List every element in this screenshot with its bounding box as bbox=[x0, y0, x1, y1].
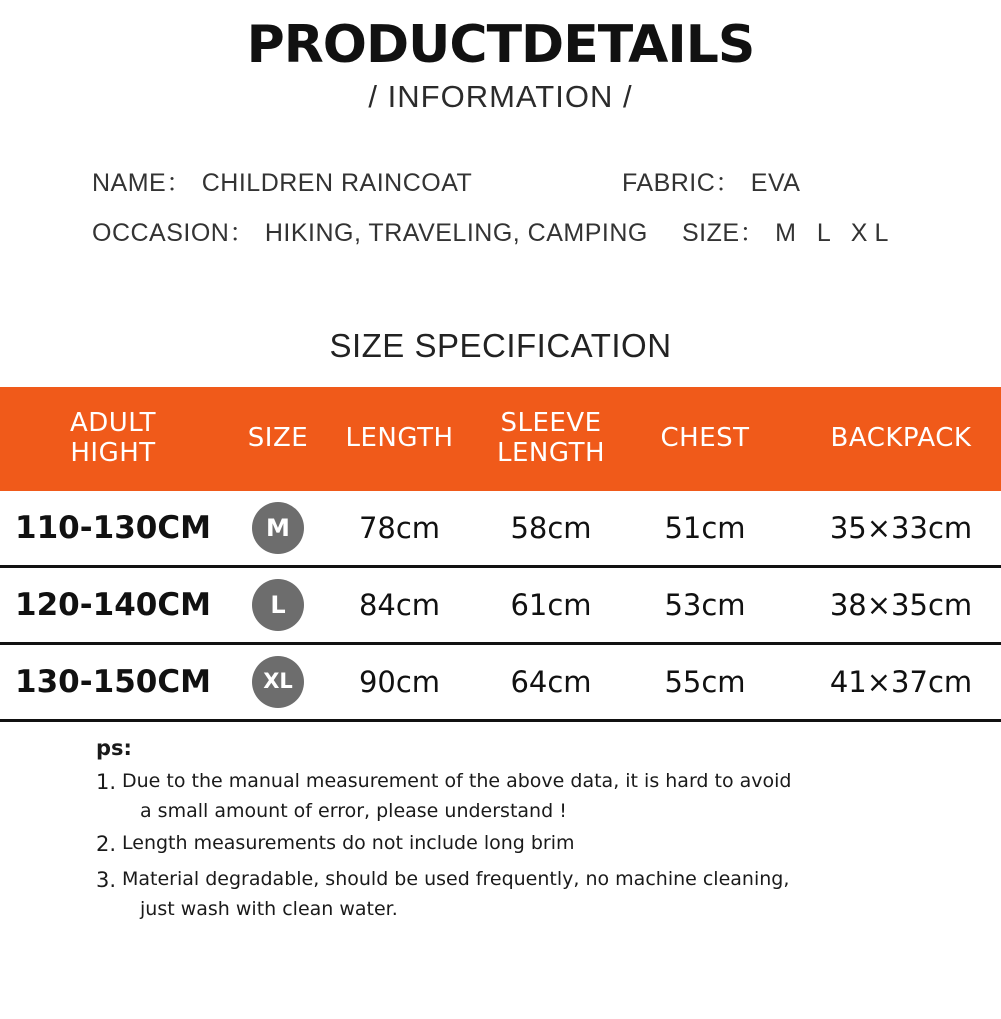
note-line-1: Due to the manual measurement of the above data, it is hard to avoid bbox=[122, 769, 792, 792]
note-item bbox=[96, 864, 961, 925]
note-line-1: Length measurements do not include long brim bbox=[122, 832, 575, 855]
table-row bbox=[0, 643, 1001, 720]
product-details-page bbox=[0, 15, 1001, 1019]
info-size bbox=[682, 213, 895, 249]
info-name-label: NAME： bbox=[92, 168, 192, 197]
note-item bbox=[96, 766, 961, 827]
info-occasion bbox=[92, 213, 682, 249]
cell-sleeve-length: 61cm bbox=[510, 587, 592, 622]
size-badge: M bbox=[252, 502, 304, 554]
info-name bbox=[92, 163, 622, 199]
notes-block bbox=[0, 736, 1001, 925]
note-line-1: Material degradable, should be used frequently, no machine cleaning, bbox=[122, 867, 790, 890]
size-badge: XL bbox=[252, 656, 304, 708]
information-row bbox=[92, 163, 941, 199]
cell-length: 78cm bbox=[358, 510, 441, 545]
info-fabric-value: EVA bbox=[750, 168, 801, 197]
cell-chest: 55cm bbox=[664, 664, 746, 699]
info-size-label: SIZE： bbox=[682, 218, 766, 247]
note-text bbox=[122, 766, 961, 827]
table-header bbox=[0, 387, 1001, 491]
cell-backpack: 35×33cm bbox=[829, 510, 973, 545]
note-item bbox=[96, 828, 961, 862]
cell-chest: 51cm bbox=[664, 510, 746, 545]
info-name-value: CHILDREN RAINCOAT bbox=[201, 168, 473, 197]
column-header-length: LENGTH bbox=[345, 422, 454, 453]
note-text bbox=[122, 864, 961, 925]
cell-sleeve-length: 58cm bbox=[510, 510, 592, 545]
column-header-sleeve-line2: LENGTH bbox=[496, 437, 605, 468]
cell-adult-hight: 120-140CM bbox=[15, 586, 211, 623]
info-occasion-value: HIKING, TRAVELING, CAMPING bbox=[264, 218, 648, 247]
cell-length: 84cm bbox=[358, 587, 441, 622]
column-header-adult-line1: ADULT bbox=[69, 407, 157, 438]
cell-backpack: 38×35cm bbox=[829, 587, 973, 622]
cell-size bbox=[226, 643, 330, 720]
size-badge: L bbox=[252, 579, 304, 631]
note-line-2: a small amount of error, please understand ! bbox=[140, 799, 567, 822]
size-specification-title: SIZE SPECIFICATION bbox=[329, 326, 672, 364]
column-header-adult-line2: HIGHT bbox=[70, 437, 156, 468]
information-row bbox=[92, 213, 941, 249]
size-specification-table bbox=[0, 387, 1001, 722]
cell-size bbox=[226, 491, 330, 567]
info-fabric bbox=[622, 163, 800, 199]
note-number: 2. bbox=[96, 832, 117, 857]
column-header-backpack: BACKPACK bbox=[830, 422, 972, 453]
table-header-row bbox=[0, 387, 1001, 491]
info-size-value: M L XL bbox=[775, 218, 896, 247]
note-line-2: just wash with clean water. bbox=[140, 898, 398, 921]
table-row bbox=[0, 491, 1001, 567]
table-row bbox=[0, 566, 1001, 643]
page-subtitle: / INFORMATION / bbox=[368, 78, 633, 114]
cell-adult-hight: 110-130CM bbox=[15, 509, 211, 546]
size-table-wrapper bbox=[0, 387, 1001, 722]
column-header-sleeve-length bbox=[469, 387, 633, 491]
column-header-chest: CHEST bbox=[660, 422, 750, 453]
cell-chest: 53cm bbox=[664, 587, 746, 622]
cell-size bbox=[226, 566, 330, 643]
information-block bbox=[0, 163, 1001, 249]
cell-adult-hight: 130-150CM bbox=[15, 663, 211, 700]
ps-label: ps: bbox=[96, 735, 132, 760]
info-occasion-label: OCCASION： bbox=[92, 218, 255, 247]
page-title: PRODUCTDETAILS bbox=[246, 15, 755, 75]
note-number: 1. bbox=[96, 769, 117, 794]
column-header-sleeve-line1: SLEEVE bbox=[500, 407, 602, 438]
column-header-size: SIZE bbox=[247, 422, 309, 453]
cell-sleeve-length: 64cm bbox=[510, 664, 592, 699]
column-header-adult-hight bbox=[0, 387, 226, 491]
note-text bbox=[122, 828, 961, 858]
note-number: 3. bbox=[96, 867, 117, 892]
info-fabric-label: FABRIC： bbox=[622, 168, 741, 197]
cell-backpack: 41×37cm bbox=[829, 664, 973, 699]
table-body bbox=[0, 491, 1001, 721]
cell-length: 90cm bbox=[358, 664, 441, 699]
